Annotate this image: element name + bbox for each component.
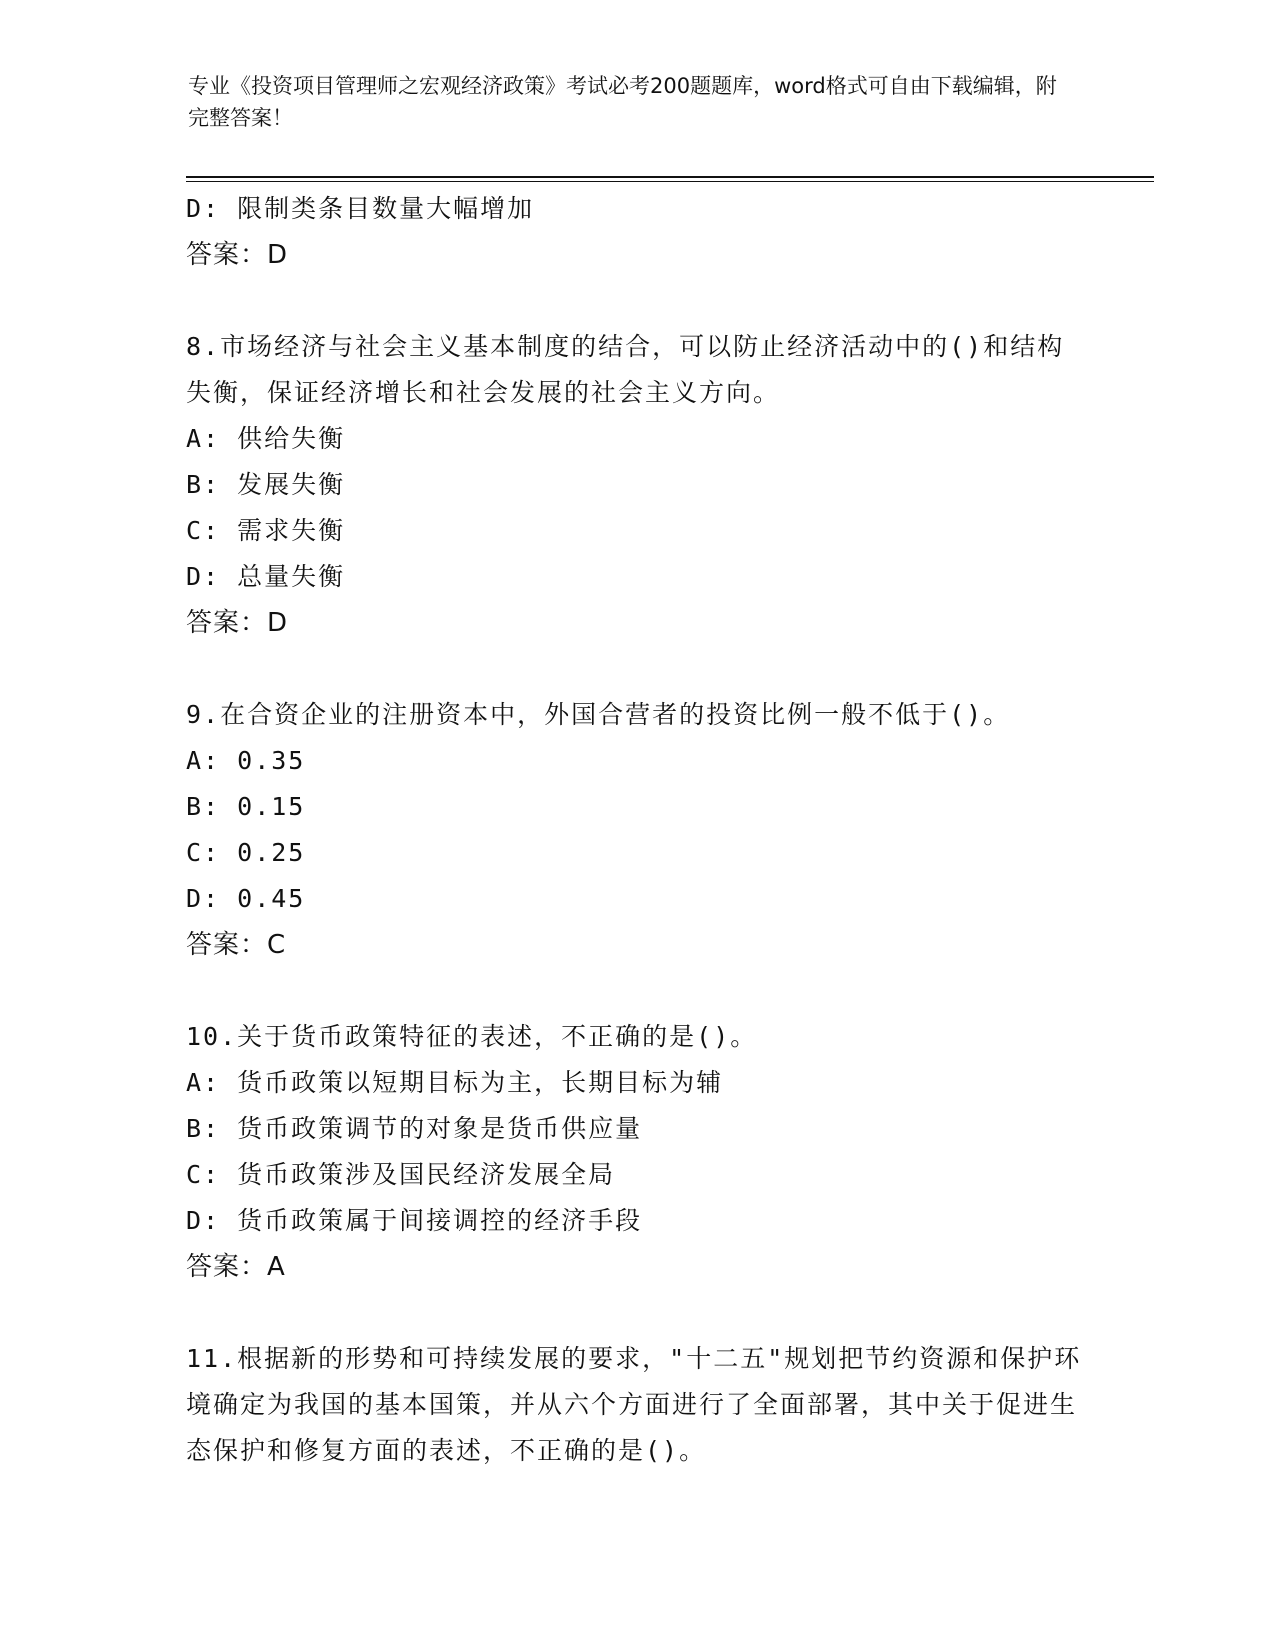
answer: 答案：A [186, 1252, 286, 1282]
question-block-10 [186, 1014, 1086, 1290]
option-d: D: 0.45 [186, 884, 306, 913]
option-b: B: 0.15 [186, 792, 306, 821]
question-block-9 [186, 692, 1086, 968]
question-stem: 10.关于货币政策特征的表述，不正确的是()。 [186, 1022, 758, 1051]
question-block-11 [186, 1336, 1086, 1474]
answer: 答案：C [186, 930, 287, 960]
option-c: C: 货币政策涉及国民经济发展全局 [186, 1160, 616, 1189]
question-block-8 [186, 324, 1086, 646]
option-a: A: 供给失衡 [186, 424, 346, 453]
question-stem: 11.根据新的形势和可持续发展的要求，"十二五"规划把节约资源和保护环境确定为我国的基本国策，并从六个方面进行了全面部署，其中关于促进生态保护和修复方面的表述，不正确的是()。 [186, 1344, 1082, 1465]
answer: 答案：D [186, 608, 289, 638]
header-rule-thin [186, 181, 1154, 182]
option-d: D: 货币政策属于间接调控的经济手段 [186, 1206, 643, 1235]
option-c: C: 0.25 [186, 838, 306, 867]
question-stem: 9.在合资企业的注册资本中，外国合营者的投资比例一般不低于()。 [186, 700, 1011, 729]
option-b: B: 货币政策调节的对象是货币供应量 [186, 1114, 643, 1143]
question-block-prev [186, 186, 1086, 278]
document-body [186, 186, 1086, 1474]
option-b: B: 发展失衡 [186, 470, 346, 499]
option-a: A: 货币政策以短期目标为主，长期目标为辅 [186, 1068, 724, 1097]
document-header: 专业《投资项目管理师之宏观经济政策》考试必考200题题库，word格式可自由下载编辑，附完整答案！ [188, 74, 1057, 130]
question-stem: 8.市场经济与社会主义基本制度的结合，可以防止经济活动中的()和结构失衡，保证经济增长和社会发展的社会主义方向。 [186, 332, 1065, 407]
answer: 答案：D [186, 240, 289, 270]
header-rule-thick [186, 176, 1154, 178]
option-d: D: 总量失衡 [186, 562, 346, 591]
option-a: A: 0.35 [186, 746, 306, 775]
option-d: D: 限制类条目数量大幅增加 [186, 194, 535, 223]
option-c: C: 需求失衡 [186, 516, 346, 545]
